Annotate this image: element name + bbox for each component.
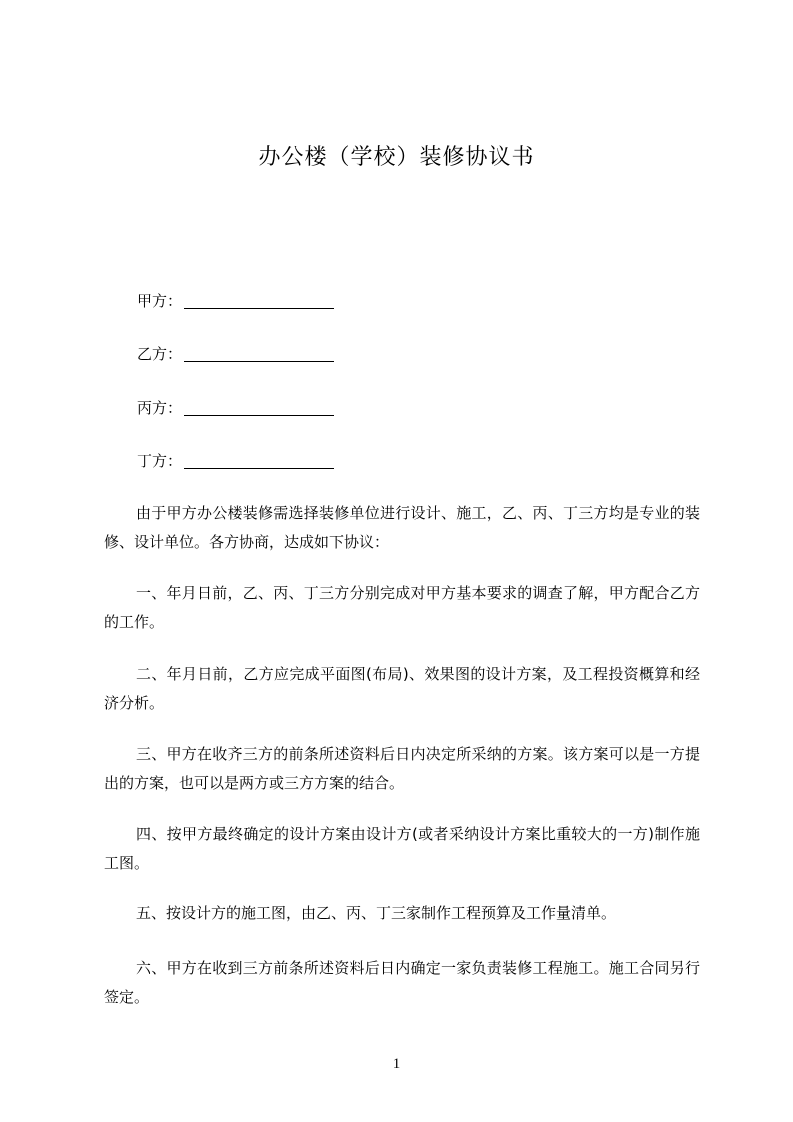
party-bing: [137, 397, 334, 419]
clause-3: 三、甲方在收齐三方的前条所述资料后日内决定所采纳的方案。该方案可以是一方提出的方案，也可以是两方或三方方案的结合。: [104, 745, 700, 792]
clause-5: 五、按设计方的施工图，由乙、丙、丁三家制作工程预算及工作量清单。: [136, 904, 617, 922]
clause-1: 一、年月日前，乙、丙、丁三方分别完成对甲方基本要求的调查了解，甲方配合乙方的工作。: [104, 584, 700, 631]
party-label: 甲方：: [137, 292, 183, 310]
party-jia: [137, 290, 334, 312]
blank-line: [184, 294, 334, 309]
party-ding: [137, 450, 334, 472]
blank-line: [184, 401, 334, 416]
party-label: 丁方：: [137, 452, 183, 470]
blank-line: [184, 347, 334, 362]
clause-6: 六、甲方在收到三方前条所述资料后日内确定一家负责装修工程施工。施工合同另行签定。: [104, 959, 700, 1006]
clause-2: 二、年月日前，乙方应完成平面图(布局)、效果图的设计方案，及工程投资概算和经济分析。: [104, 665, 700, 712]
intro-paragraph: 由于甲方办公楼装修需选择装修单位进行设计、施工，乙、丙、丁三方均是专业的装修、设计单位。各方协商，达成如下协议：: [104, 504, 700, 551]
blank-line: [184, 454, 334, 469]
party-label: 丙方：: [137, 399, 183, 417]
page-number: 1: [392, 1056, 401, 1072]
party-yi: [137, 343, 334, 365]
document-title: 办公楼（学校）装修协议书: [258, 145, 535, 170]
clause-4: 四、按甲方最终确定的设计方案由设计方(或者采纳设计方案比重较大的一方)制作施工图。: [104, 825, 700, 872]
party-label: 乙方：: [137, 345, 183, 363]
